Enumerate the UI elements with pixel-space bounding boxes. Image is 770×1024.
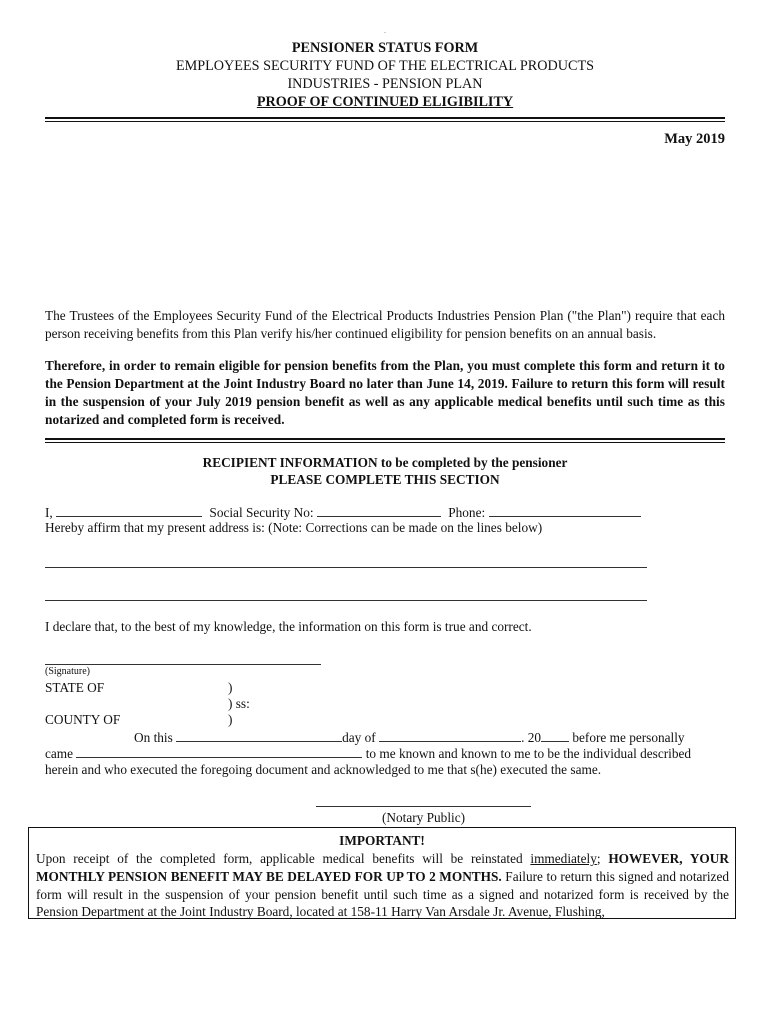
- notary-public-label: (Notary Public): [381, 810, 466, 825]
- form-date: May 2019: [664, 131, 725, 147]
- form-subtitle: [0, 93, 770, 111]
- important-text-b: ;: [596, 851, 609, 866]
- came-field[interactable]: [76, 745, 362, 758]
- important-box: [28, 827, 736, 919]
- ssn-label: Social Security No:: [209, 505, 314, 520]
- important-warning: HOWEVER, YOUR MONTHLY PENSION BENEFIT MAY BE DELAYED FOR UP TO 2 MONTHS.: [36, 851, 729, 884]
- form-title: PENSIONER STATUS FORM: [291, 40, 479, 56]
- subtitle-text: PROOF OF CONTINUED ELIGIBILITY: [256, 94, 514, 110]
- important-text: [36, 850, 729, 921]
- important-title: IMPORTANT!: [339, 833, 425, 848]
- before-me-label: before me personally: [572, 730, 685, 745]
- address-affirm: Hereby affirm that my present address is: (Note: Corrections can be made on the lines below): [45, 520, 543, 535]
- on-this-row: [134, 729, 685, 746]
- section-rule-bottom: [45, 442, 725, 443]
- phone-field[interactable]: [489, 504, 641, 517]
- year-prefix: . 20: [521, 730, 542, 745]
- herein-text: herein and who executed the foregoing document and acknowledged to me that s(he) executed the same.: [45, 762, 602, 777]
- intro-paragraph: The Trustees of the Employees Security Fund of the Electrical Products Industries Pension Plan ("the Plan") require that each person receiving benefits from this Plan verify his/her continued eligibility for pension benefits on an annual basis.: [45, 308, 725, 341]
- address-line-2[interactable]: [45, 600, 647, 601]
- name-field[interactable]: [56, 504, 202, 517]
- declaration: I declare that, to the best of my knowledge, the information on this form is true and correct.: [45, 619, 532, 634]
- recipient-heading: RECIPIENT INFORMATION to be completed by the pensioner: [202, 455, 568, 470]
- address-line-1[interactable]: [45, 567, 647, 568]
- signature-line[interactable]: [45, 664, 321, 665]
- phone-label: Phone:: [448, 505, 486, 520]
- header-rule-top: [45, 117, 725, 119]
- on-this-label: On this: [134, 730, 173, 745]
- ss-label: ) ss:: [228, 696, 250, 711]
- header-mark: -: [384, 30, 386, 36]
- eligibility-notice: Therefore, in order to remain eligible for pension benefits from the Plan, you must complete this form and return it to the Pension Department at the Joint Industry Board no later than June 14, 2019. Failure to return this form will result in the suspension of your July 2019 pension benefit as well as any applicable medical benefits until such time as this notarized and completed form is received.: [45, 358, 725, 427]
- recipient-subheading: PLEASE COMPLETE THIS SECTION: [270, 472, 500, 487]
- known-text: to me known and known to me to be the individual described: [365, 746, 692, 761]
- notary-signature-line[interactable]: [316, 806, 531, 807]
- header-rule-bottom: [45, 121, 725, 122]
- important-text-c: Failure to return this signed and notarized form will result in the suspension of your pension benefit until such time as a signed and notarized form is received by the Pension Department at the Joint Industry Board, located at 158-11 Harry Van Arsdale Jr. Avenue, Flushing,: [36, 868, 729, 920]
- section-rule-top: [45, 438, 725, 440]
- county-of-label: COUNTY OF: [45, 712, 121, 727]
- day-field[interactable]: [176, 729, 342, 742]
- fund-name-line2: INDUSTRIES - PENSION PLAN: [287, 76, 483, 92]
- month-field[interactable]: [379, 729, 521, 742]
- state-of-label: STATE OF: [45, 680, 105, 695]
- name-ssn-phone-row: [45, 504, 641, 521]
- paren-1: ): [228, 680, 233, 695]
- ssn-field[interactable]: [317, 504, 441, 517]
- immediately-text: immediately: [530, 851, 597, 866]
- came-label: came: [45, 746, 74, 761]
- signature-label: (Signature): [45, 666, 90, 677]
- fund-name-line1: EMPLOYEES SECURITY FUND OF THE ELECTRICAL PRODUCTS: [175, 58, 595, 74]
- important-text-a: Upon receipt of the completed form, applicable medical benefits will be reinstated: [36, 851, 531, 866]
- day-of-label: day of: [342, 730, 376, 745]
- came-row: [45, 745, 691, 762]
- year-field[interactable]: [541, 729, 569, 742]
- paren-3: ): [228, 712, 233, 727]
- i-label: I,: [45, 505, 53, 520]
